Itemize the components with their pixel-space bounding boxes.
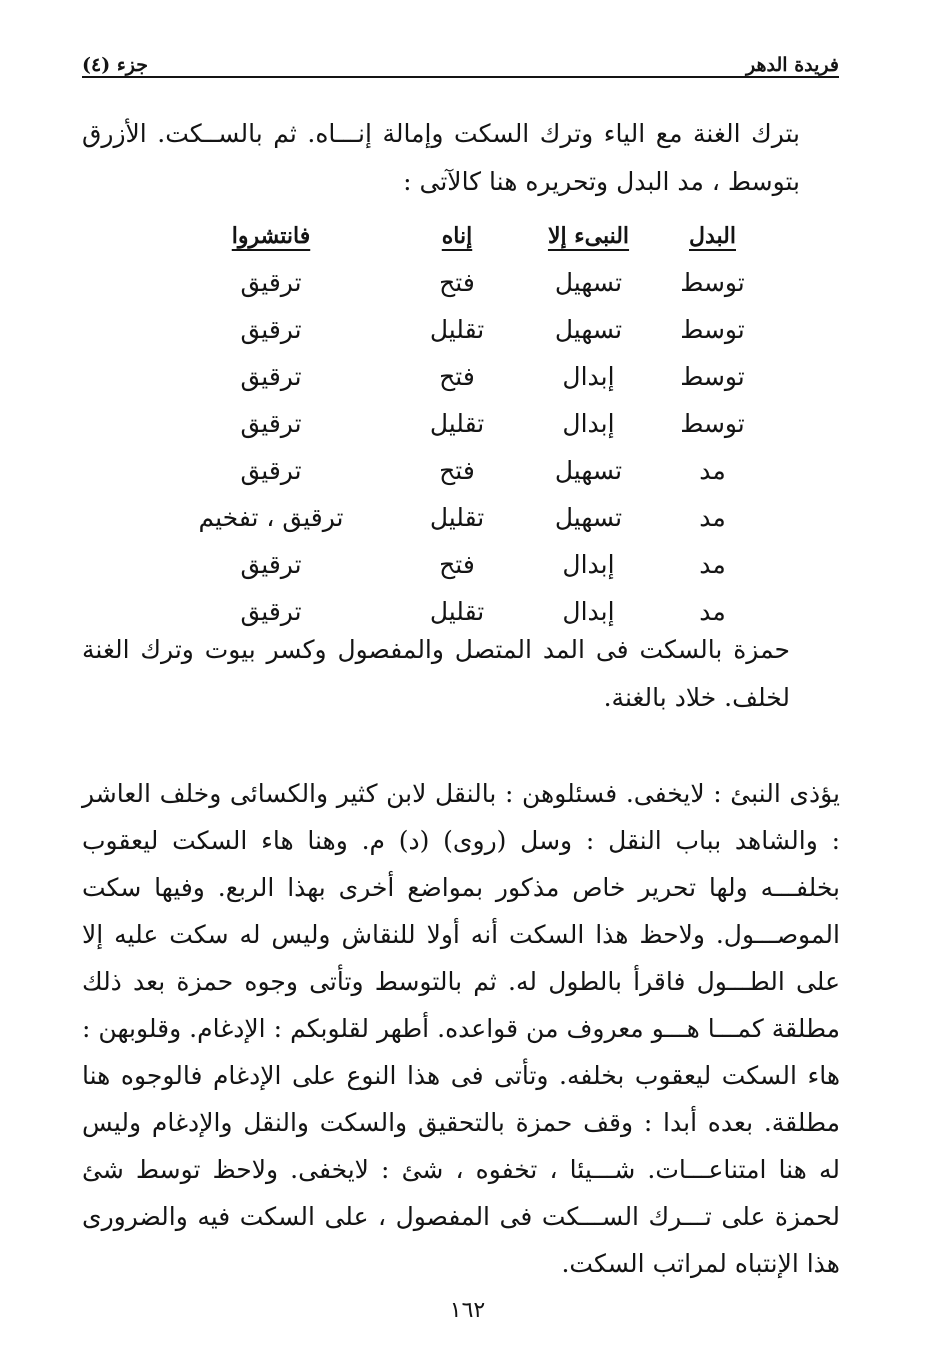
table-cell: إبدال [562, 409, 615, 438]
table-cell: ترقيق ، تفخيم [198, 503, 344, 532]
table-cell: تسهيل [554, 456, 623, 485]
table-cell: إبدال [562, 362, 615, 391]
part-label: جزء (٤) [82, 54, 148, 76]
book-title: فريدة الدهر [746, 54, 839, 76]
table-cell: ترقيق [240, 315, 302, 344]
table-row [150, 400, 770, 447]
table-header-cell: إناه [441, 222, 473, 249]
table-cell: تقليل [429, 315, 485, 344]
table-cell: تسهيل [554, 268, 623, 297]
table-cell: تسهيل [554, 503, 623, 532]
readings-table [150, 212, 770, 635]
table-cell: ترقيق [240, 550, 302, 579]
table-cell: ترقيق [240, 597, 302, 626]
table-cell: إبدال [562, 597, 615, 626]
table-cell: ترقيق [240, 456, 302, 485]
table-cell: فتح [439, 362, 475, 391]
table-header-cell: النبىء إلا [547, 222, 630, 249]
page-number: ١٦٢ [449, 1298, 486, 1323]
table-row [150, 259, 770, 306]
table-cell: ترقيق [240, 268, 302, 297]
table-cell: مد [699, 456, 726, 485]
table-cell: ترقيق [240, 362, 302, 391]
table-cell: تسهيل [554, 315, 623, 344]
table-cell: توسط [680, 268, 745, 297]
table-cell: فتح [439, 550, 475, 579]
paragraph-3: يؤذى النبئ : لايخفى. فسئلوهن : بالنقل لابن كثير والكسائى وخلف العاشر : والشاهد بباب النقل : وسل (روى) (د) م. وهنا هاء السكت ليعقوب بخلفـــه ولها تحرير خاص مذكور بمواضع أخرى بهذا الربع. وفيها سكت الموصـــول. ولاحظ هذا السكت أنه أولا للنقاش وليس له سكت عليه إلا على الطـــول فاقرأ بالطول له. ثم بالتوسط وتأتى وجوه حمزة بعد ذلك مطلقة كمـــا هـــو معروف من قواعده. أطهر لقلوبكم : الإدغام. وقلوبهن : هاء السكت ليعقوب بخلفه. وتأتى فى هذا النوع على الإدغام فالوجوه هنا مطلقة. بعده أبدا : وقف حمزة بالتحقيق والسكت والنقل والإدغام وليس له هنا امتناعـــات. شـــيئا ، تخفوه ، شئ : لايخفى. ولاحظ توسط شئ لحمزة على تـــرك الســـكت فى المفصول ، على السكت فيه والضرورى هذا الإنتباه لمراتب السكت. [82, 779, 840, 1278]
table-header-cell: فانتشروا [231, 222, 311, 249]
table-cell: فتح [439, 456, 475, 485]
table-cell: تقليل [429, 409, 485, 438]
header-rule [82, 76, 839, 78]
table-header-cell: البدل [689, 222, 736, 249]
table-cell: ترقيق [240, 409, 302, 438]
table-cell: فتح [439, 268, 475, 297]
table-cell: توسط [680, 362, 745, 391]
table-cell: توسط [680, 315, 745, 344]
table-cell: تقليل [429, 597, 485, 626]
paragraph-2: حمزة بالسكت فى المد المتصل والمفصول وكسر بيوت وترك الغنة لخلف. خلاد بالغنة. [82, 635, 790, 712]
table-cell: إبدال [562, 550, 615, 579]
table-row [150, 353, 770, 400]
table-cell: توسط [680, 409, 745, 438]
table-cell: مد [699, 597, 726, 626]
table-row [150, 541, 770, 588]
table-cell: تقليل [429, 503, 485, 532]
table-cell: مد [699, 503, 726, 532]
table-cell: مد [699, 550, 726, 579]
table-row [150, 494, 770, 541]
paragraph-1: بترك الغنة مع الياء وترك السكت وإمالة إنـــاه. ثم بالســكت. الأزرق بتوسط ، مد البدل وتحريره هنا كالآتى : [82, 119, 800, 196]
table-header-row [150, 212, 770, 259]
table-row [150, 447, 770, 494]
running-header [82, 42, 839, 76]
table-row [150, 306, 770, 353]
